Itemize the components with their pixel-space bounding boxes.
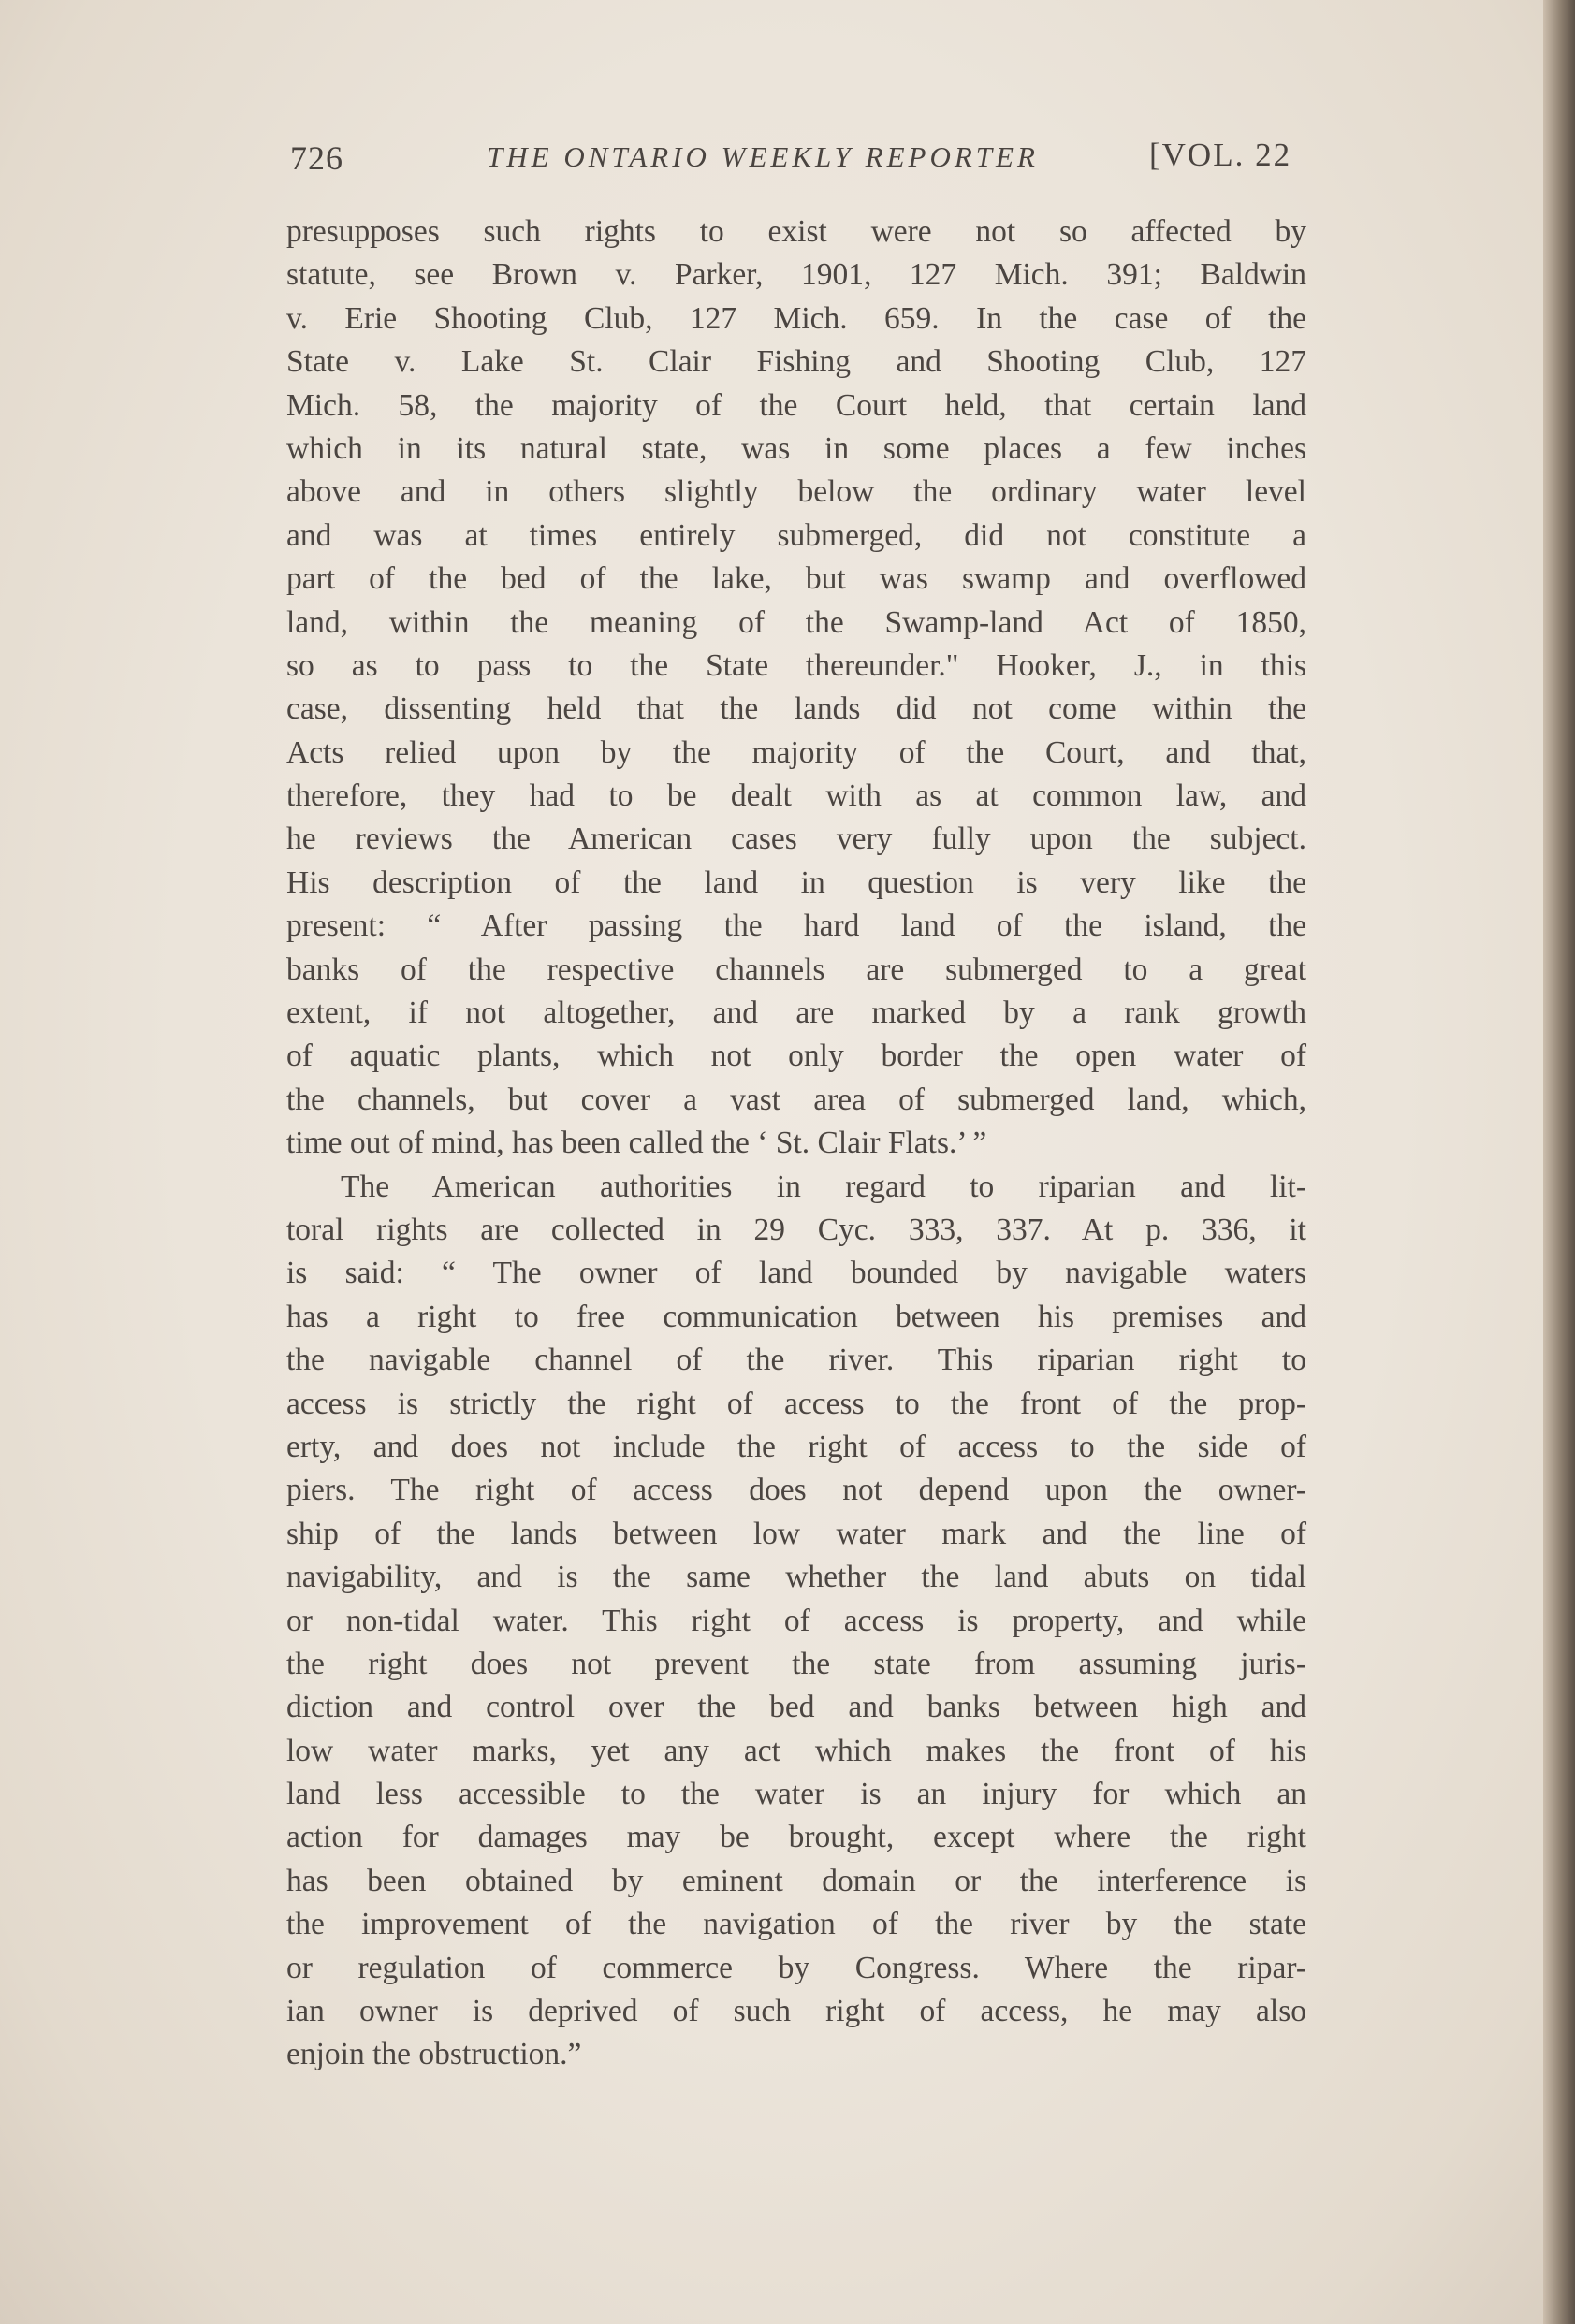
text-line: therefore, they had to be dealt with as at common law, and (286, 778, 1306, 814)
text-line: His description of the land in question is very like the (286, 864, 1306, 900)
text-line: piers. The right of access does not depend upon the owner- (286, 1473, 1306, 1508)
text-line: low water marks, yet any act which makes the front of his (286, 1733, 1306, 1768)
text-line: statute, see Brown v. Parker, 1901, 127 Mich. 391; Baldwin (286, 257, 1306, 293)
text-line: and was at times entirely submerged, did not constitute a (286, 517, 1306, 553)
text-line: land less accessible to the water is an injury for which an (286, 1777, 1306, 1812)
paragraph-end-line: time out of mind, has been called the ‘ St. Clair Flats.’ ” (286, 1126, 987, 1161)
text-line: the right does not prevent the state from assuming juris- (286, 1646, 1306, 1681)
text-line: which in its natural state, was in some places a few inches (286, 430, 1306, 466)
text-line: diction and control over the bed and banks between high and (286, 1690, 1306, 1725)
text-line: navigability, and is the same whether the land abuts on tidal (286, 1560, 1306, 1595)
text-line: the improvement of the navigation of the river by the state (286, 1907, 1306, 1942)
page-number: 726 (290, 139, 343, 177)
running-title: THE ONTARIO WEEKLY REPORTER (487, 140, 1039, 173)
paragraph-start-line: The American authorities in regard to riparian and lit- (341, 1169, 1306, 1204)
text-line: above and in others slightly below the ordinary water level (286, 474, 1306, 510)
text-line: is said: “ The owner of land bounded by navigable waters (286, 1256, 1306, 1291)
text-line: has been obtained by eminent domain or the interference is (286, 1863, 1306, 1898)
body-text (286, 211, 1306, 2077)
text-line: or regulation of commerce by Congress. Where the ripar- (286, 1950, 1306, 1985)
text-line: Mich. 58, the majority of the Court held, that certain land (286, 387, 1306, 423)
text-line: has a right to free communication between his premises and (286, 1299, 1306, 1334)
text-line: so as to pass to the State thereunder." Hooker, J., in this (286, 647, 1306, 683)
text-line: access is strictly the right of access to the front of the prop- (286, 1386, 1306, 1421)
text-line: the channels, but cover a vast area of submerged land, which, (286, 1082, 1306, 1117)
text-line: Acts relied upon by the majority of the Court, and that, (286, 734, 1306, 770)
text-line: ian owner is deprived of such right of access, he may also (286, 1994, 1306, 2029)
page-header (290, 133, 1301, 189)
volume-label: [VOL. 22 (1149, 137, 1292, 173)
text-line: ship of the lands between low water mark and the line of (286, 1516, 1306, 1551)
text-line: case, dissenting held that the lands did not come within the (286, 691, 1306, 727)
paragraph-end-line: enjoin the obstruction.” (286, 2037, 582, 2072)
text-line: he reviews the American cases very fully upon the subject. (286, 821, 1306, 857)
text-line: or non-tidal water. This right of access is property, and while (286, 1603, 1306, 1638)
text-line: of aquatic plants, which not only border the open water of (286, 1039, 1306, 1074)
text-line: the navigable channel of the river. This riparian right to (286, 1343, 1306, 1378)
page-binding-edge (1543, 0, 1575, 2324)
text-line: v. Erie Shooting Club, 127 Mich. 659. In the case of the (286, 300, 1306, 336)
text-line: action for damages may be brought, except where the right (286, 1820, 1306, 1855)
text-line: State v. Lake St. Clair Fishing and Shooting Club, 127 (286, 344, 1306, 380)
text-line: extent, if not altogether, and are marked by a rank growth (286, 995, 1306, 1031)
text-line: presupposes such rights to exist were not so affected by (286, 214, 1306, 249)
text-line: toral rights are collected in 29 Cyc. 333, 337. At p. 336, it (286, 1212, 1306, 1247)
text-line: erty, and does not include the right of access to the side of (286, 1429, 1306, 1464)
text-line: present: “ After passing the hard land of the island, the (286, 908, 1306, 944)
text-line: land, within the meaning of the Swamp-land Act of 1850, (286, 604, 1306, 640)
text-line: part of the bed of the lake, but was swamp and overflowed (286, 561, 1306, 597)
text-line: banks of the respective channels are submerged to a great (286, 951, 1306, 987)
